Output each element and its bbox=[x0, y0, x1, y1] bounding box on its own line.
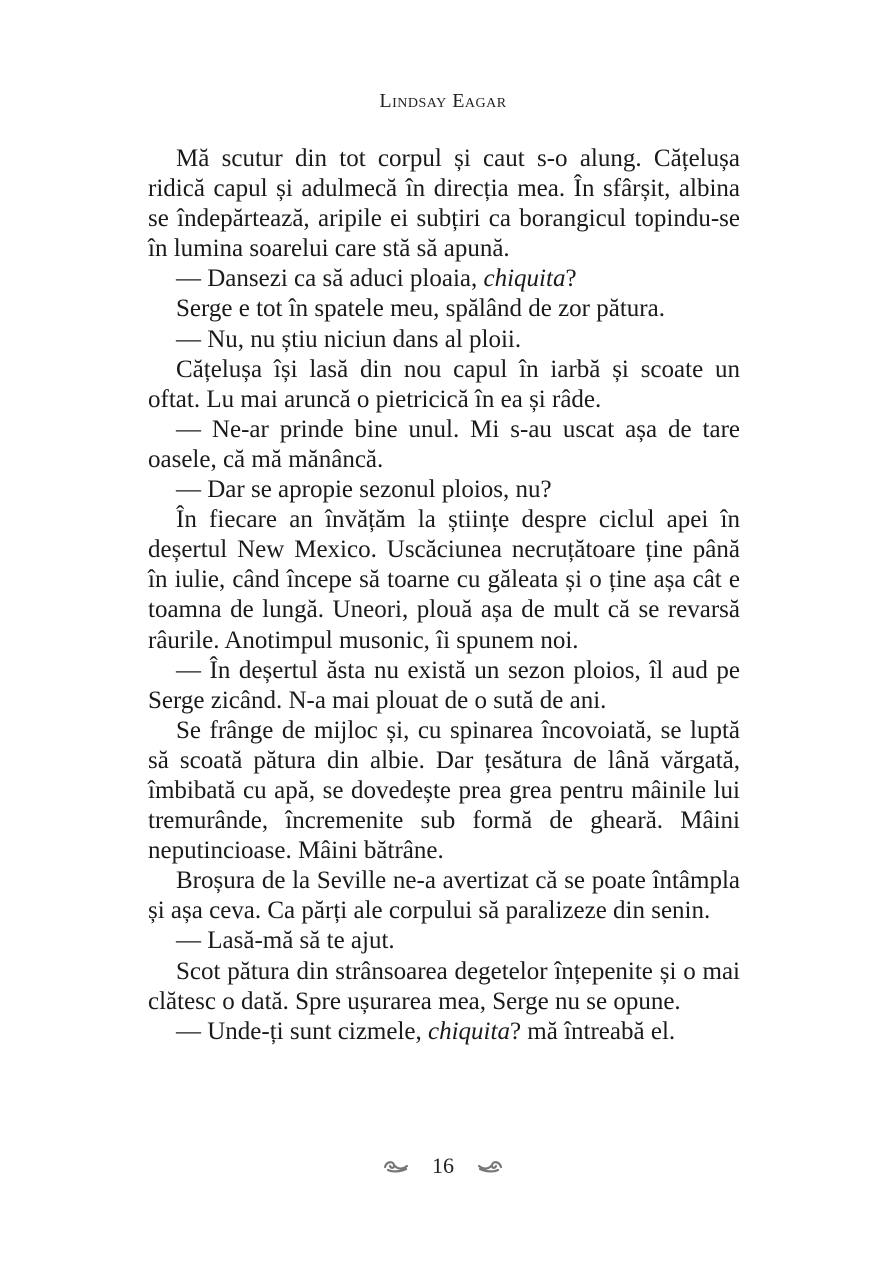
fleuron-right-icon bbox=[476, 1158, 504, 1174]
paragraph bbox=[148, 294, 740, 324]
paragraph bbox=[148, 415, 740, 475]
text-run: — Unde-ți sunt cizmele, bbox=[176, 1017, 429, 1045]
text-run: Se frânge de mijloc și, cu spinarea încovoiată, se luptă să scoată pătura din albie. Dar țesătura de lână vărgată, îmbibată cu apă, se dovedește prea grea pentru mâinile lui tremurânde, încremenite sub formă de gheară. Mâini neputincioase. Mâini bătrâne. bbox=[148, 716, 740, 865]
paragraph bbox=[148, 325, 740, 355]
text-run: — Dar se apropie sezonul ploios, nu? bbox=[176, 476, 552, 504]
paragraph bbox=[148, 866, 740, 926]
paragraph bbox=[148, 144, 740, 264]
paragraph bbox=[148, 264, 740, 294]
italic-term: chiquita bbox=[483, 265, 566, 293]
text-run: — În deșertul ăsta nu există un sezon ploios, îl aud pe Serge zicând. N-a mai plouat de o sută de ani. bbox=[148, 656, 740, 714]
paragraph bbox=[148, 505, 740, 655]
text-run: Broșura de la Seville ne-a avertizat că se poate întâmpla și așa ceva. Ca părți ale corpului să paralizeze din senin. bbox=[148, 867, 740, 925]
fleuron-left-icon bbox=[382, 1158, 410, 1174]
italic-term: chiquita bbox=[428, 1017, 510, 1045]
text-run: Serge e tot în spatele meu, spălând de zor pătura. bbox=[176, 295, 665, 323]
page-footer bbox=[0, 1153, 886, 1179]
paragraph bbox=[148, 656, 740, 716]
paragraph bbox=[148, 355, 740, 415]
paragraph bbox=[148, 716, 740, 866]
running-head-author: Lindsay Eagar bbox=[379, 90, 507, 112]
text-run: ? mă întreabă el. bbox=[509, 1017, 676, 1045]
paragraph bbox=[148, 926, 740, 956]
text-run: Mă scutur din tot corpul și caut s-o alung. Cățelușa ridică capul și adulmecă în direcția mea. În sfârșit, albina se îndepărtează, aripile ei subțiri ca borangicul topindu-se în lumina soarelui care stă să apună. bbox=[148, 145, 740, 263]
text-run: — Dansezi ca să aduci ploaia, bbox=[176, 265, 484, 293]
paragraph bbox=[148, 475, 740, 505]
text-run: Scot pătura din strânsoarea degetelor înțepenite și o mai clătesc o dată. Spre ușurarea mea, Serge nu se opune. bbox=[148, 957, 740, 1015]
text-run: ? bbox=[565, 265, 577, 293]
text-run: În fiecare an învățăm la științe despre ciclul apei în deșertul New Mexico. Uscăciunea necruțătoare ține până în iulie, când începe să toarne cu găleata și o ține așa cât e toamna de lungă. Uneori, plouă așa de mult că se revarsă râurile. Anotimpul musonic, îi spunem noi. bbox=[148, 506, 740, 654]
paragraph bbox=[148, 957, 740, 1017]
text-run: Cățelușa își lasă din nou capul în iarbă și scoate un oftat. Lu mai aruncă o pietricică în ea și râde. bbox=[148, 355, 740, 413]
text-run: — Lasă-mă să te ajut. bbox=[176, 927, 395, 955]
text-run: — Nu, nu știu niciun dans al ploii. bbox=[176, 325, 522, 353]
body-text bbox=[148, 144, 740, 1047]
text-run: — Ne-ar prinde bine unul. Mi s-au uscat așa de tare oasele, că mă mănâncă. bbox=[148, 415, 740, 473]
page-number: 16 bbox=[432, 1153, 454, 1178]
paragraph bbox=[148, 1017, 740, 1047]
